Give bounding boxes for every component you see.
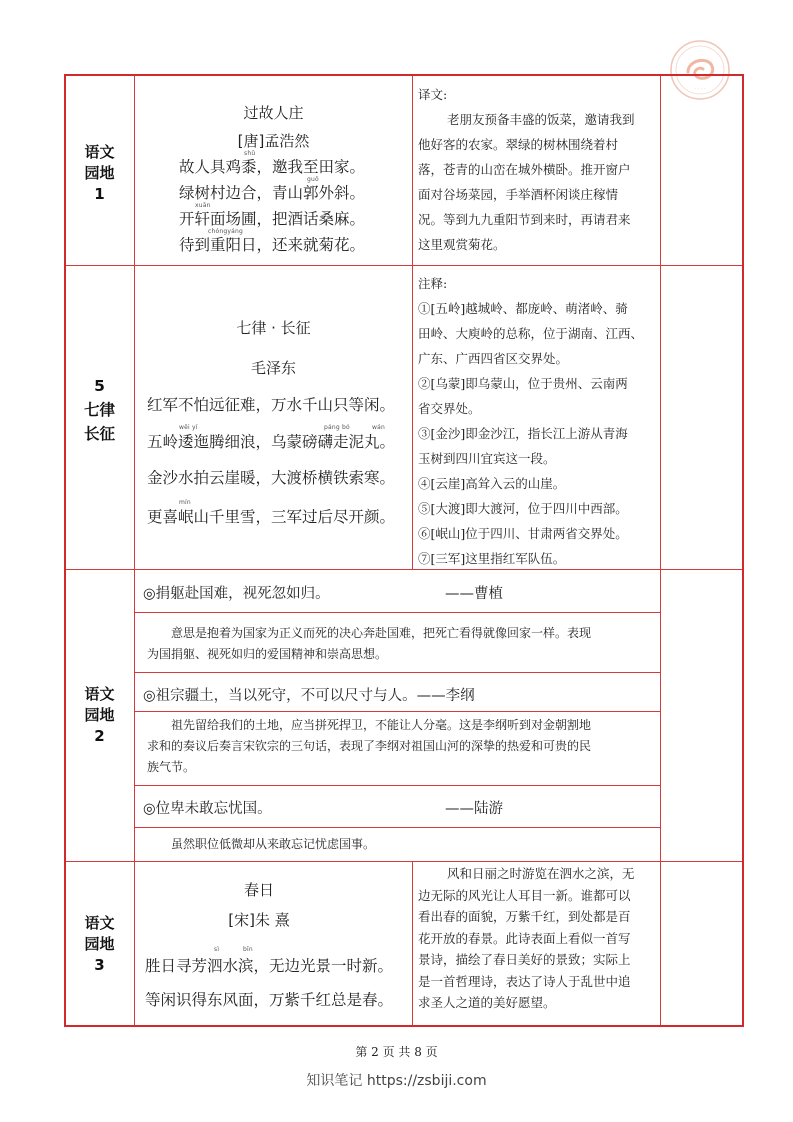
poem-title: 七律 · 长征 bbox=[236, 319, 311, 337]
section-label-2: 语文 园地 2 bbox=[84, 685, 115, 745]
pinyin-annotation: páng bó bbox=[324, 424, 350, 431]
quote-text: ◎位卑未敢忘忧国。 bbox=[143, 801, 272, 817]
poem-title: 春日 bbox=[243, 881, 274, 899]
note-heading: 译文: bbox=[418, 87, 448, 102]
poem-title: 过故人庄 bbox=[243, 104, 304, 122]
pinyin-annotation: wán bbox=[372, 424, 385, 431]
poem-author: 毛泽东 bbox=[250, 359, 296, 377]
quote-explanation: 祖先留给我们的土地，应当拼死捍卫，不能让人分毫。这是李纲听到对金朝割地 求和的奏议后奏言宋钦宗的三句话，表现了李纲对祖国山河的深挚的热爱和可贵的民 族气节。 bbox=[147, 718, 592, 774]
translation-note-1: 译文: 老朋友预备丰盛的饭菜，邀请我到 他好客的农家。翠绿的树林围绕着村 落，苍青的山峦在城外横卧。推开窗户 面对谷场菜园，手举酒杯闲谈庄稼情 况。等到九九重阳节到来时，再请君来 这里观赏菊花。 bbox=[418, 82, 635, 257]
note-heading: 注释: bbox=[418, 276, 448, 291]
quote-explanation: 意思是抱着为国家为正义而死的决心奔赴国难，把死亡看得就像回家一样。表现 为国捐躯、视死如归的爱国精神和崇高思想。 bbox=[147, 626, 592, 661]
pinyin-annotation: xuān bbox=[195, 202, 211, 209]
pinyin-annotation: guō bbox=[307, 176, 319, 183]
poem-line: 绿树村边合，青山郭外斜。 bbox=[179, 184, 366, 202]
section-label-1: 语文 园地 1 bbox=[84, 143, 115, 203]
pinyin-annotation: wěi yí bbox=[179, 424, 198, 431]
pinyin-annotation: bīn bbox=[243, 946, 253, 953]
quote-author: ——陆游 bbox=[445, 801, 503, 817]
pinyin-annotation: mín bbox=[179, 499, 191, 506]
poem-line: 更喜岷山千里雪，三军过后尽开颜。 bbox=[147, 508, 396, 526]
poem-author: [宋]朱 熹 bbox=[228, 911, 290, 929]
section-label-3: 语文 园地 3 bbox=[84, 914, 115, 974]
quote-text: ◎祖宗疆土，当以死守，不可以尺寸与人。——李纲 bbox=[143, 688, 475, 704]
poem-line: 胜日寻芳泗水滨，无边光景一时新。 bbox=[145, 957, 394, 975]
poem-line: 开轩面场圃，把酒话桑麻。 bbox=[179, 210, 366, 228]
pinyin-annotation: chóngyáng bbox=[208, 228, 244, 235]
translation-note-3: 风和日丽之时游览在泗水之滨，无 边无际的风光让人耳目一新。谁都可以 看出春的面貌，万紫千红，到处都是百 花开放的春景。此诗表面上看似一首写 景诗，描绘了春日美好的景致；实际上 是一首哲理诗，表达了诗人于乱世中追 求圣人之道的美好愿望。 bbox=[418, 866, 635, 1010]
annotation-note-5: 注释: ①[五岭]越城岭、都庞岭、萌渚岭、骑 田岭、大庾岭的总称，位于湖南、江西、 广东、广西四省区交界处。 ②[乌蒙]即乌蒙山，位于贵州、云南两 省交界处。 ③[金沙]即金沙江，指长江上游从青海 玉树到四川宜宾这一段。 ④[云崖]高耸入云的山崖。 ⑤[大渡]即大渡河，位于四川中西部。 ⑥[岷山]位于四川、甘肃两省交界处。 ⑦[三军]这里指红军队伍。 bbox=[418, 271, 643, 571]
quote-author: ——曹植 bbox=[445, 586, 503, 602]
source-link[interactable]: 知识笔记 https://zsbiji.com bbox=[306, 1073, 487, 1089]
poem-line: 红军不怕远征难，万水千山只等闲。 bbox=[147, 396, 396, 414]
poem-author: [唐]孟浩然 bbox=[237, 132, 310, 150]
poem-line: 待到重阳日，还来就菊花。 bbox=[179, 236, 366, 254]
pinyin-annotation: sì bbox=[214, 946, 220, 953]
page-number: 第 2 页 共 8 页 bbox=[355, 1045, 438, 1059]
quote-text: ◎捐躯赴国难，视死忽如归。 bbox=[143, 586, 330, 602]
quote-explanation: 虽然职位低微却从来敢忘记忧虑国事。 bbox=[171, 837, 376, 851]
poem-line: 等闲识得东风面，万紫千红总是春。 bbox=[145, 991, 394, 1009]
poem-line: 故人具鸡黍，邀我至田家。 bbox=[179, 158, 366, 176]
poem-line: 金沙水拍云崖暖，大渡桥横铁索寒。 bbox=[147, 469, 396, 487]
poem-line: 五岭逶迤腾细浪，乌蒙磅礴走泥丸。 bbox=[147, 433, 396, 451]
pinyin-annotation: shǔ bbox=[244, 150, 256, 157]
svg-text:· · · ·: · · · · bbox=[694, 86, 706, 92]
section-label-5: 5 七律 长征 bbox=[83, 377, 115, 443]
